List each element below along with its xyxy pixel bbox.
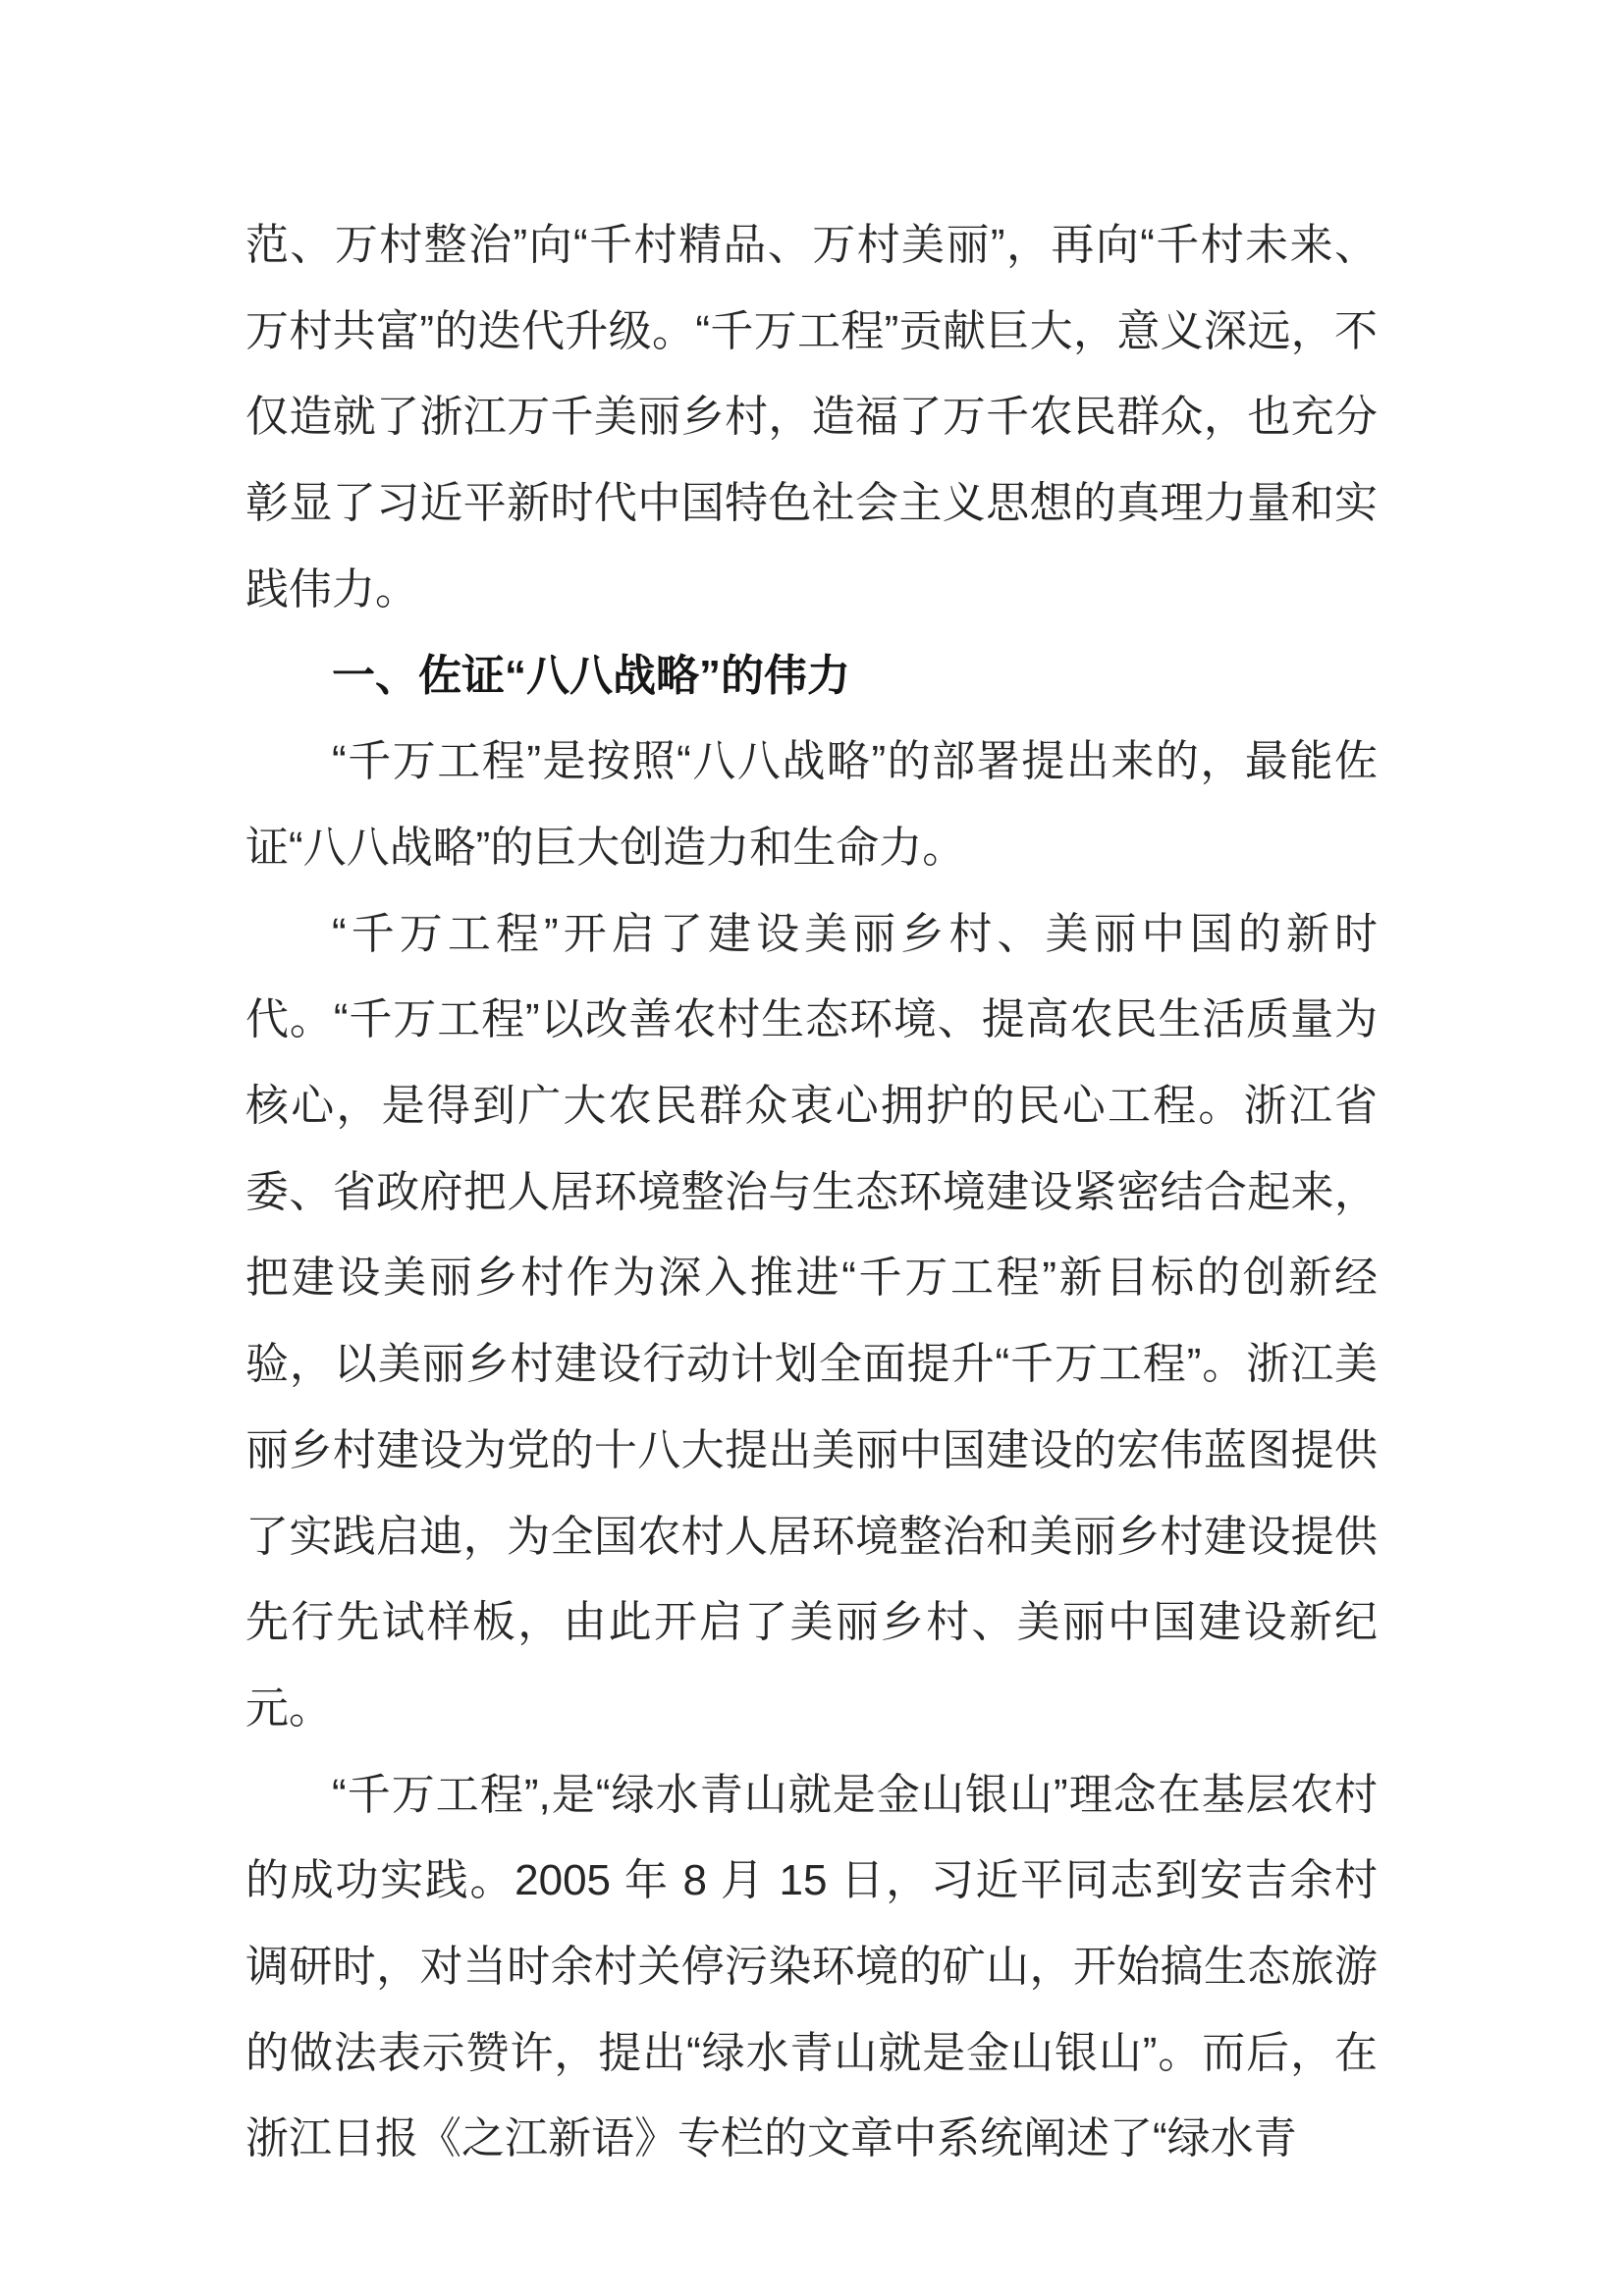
paragraph-beautiful-village: “千万工程”开启了建设美丽乡村、美丽中国的新时代。“千万工程”以改善农村生态环境、提高农民生活质量为核心，是得到广大农民群众衷心拥护的民心工程。浙江省委、省政府把人居环境整治与生态环境建设紧密结合起来，把建设美丽乡村作为深入推进“千万工程”新目标的创新经验，以美丽乡村建设行动计划全面提升“千万工程”。浙江美丽乡村建设为党的十八大提出美丽中国建设的宏伟蓝图提供了实践启迪，为全国农村人居环境整治和美丽乡村建设提供先行先试样板，由此开启了美丽乡村、美丽中国建设新纪元。 — [245, 909, 1378, 1733]
section-heading: 一、佐证“八八战略”的伟力 — [332, 651, 850, 700]
paragraph-strategy-proof: “千万工程”是按照“八八战略”的部署提出来的，最能佐证“八八战略”的巨大创造力和生命力。 — [245, 737, 1378, 872]
paragraph-continuation: 范、万村整治”向“千村精品、万村美丽”，再向“千村未来、万村共富”的迭代升级。“千万工程”贡献巨大，意义深远，不仅造就了浙江万千美丽乡村，造福了万千农民群众，也充分彰显了习近平新时代中国特色社会主义思想的真理力量和实践伟力。 — [245, 221, 1378, 614]
document-content — [245, 202, 1378, 2182]
paragraph-green-mountains: “千万工程”,是“绿水青山就是金山银山”理念在基层农村的成功实践。2005 年 8 月 15 日，习近平同志到安吉余村调研时，对当时余村关停污染环境的矿山，开始搞生态旅游的做法表示赞许，提出“绿水青山就是金山银山”。而后，在浙江日报《之江新语》专栏的文章中系统阐述了“绿水青 — [245, 1770, 1378, 2163]
